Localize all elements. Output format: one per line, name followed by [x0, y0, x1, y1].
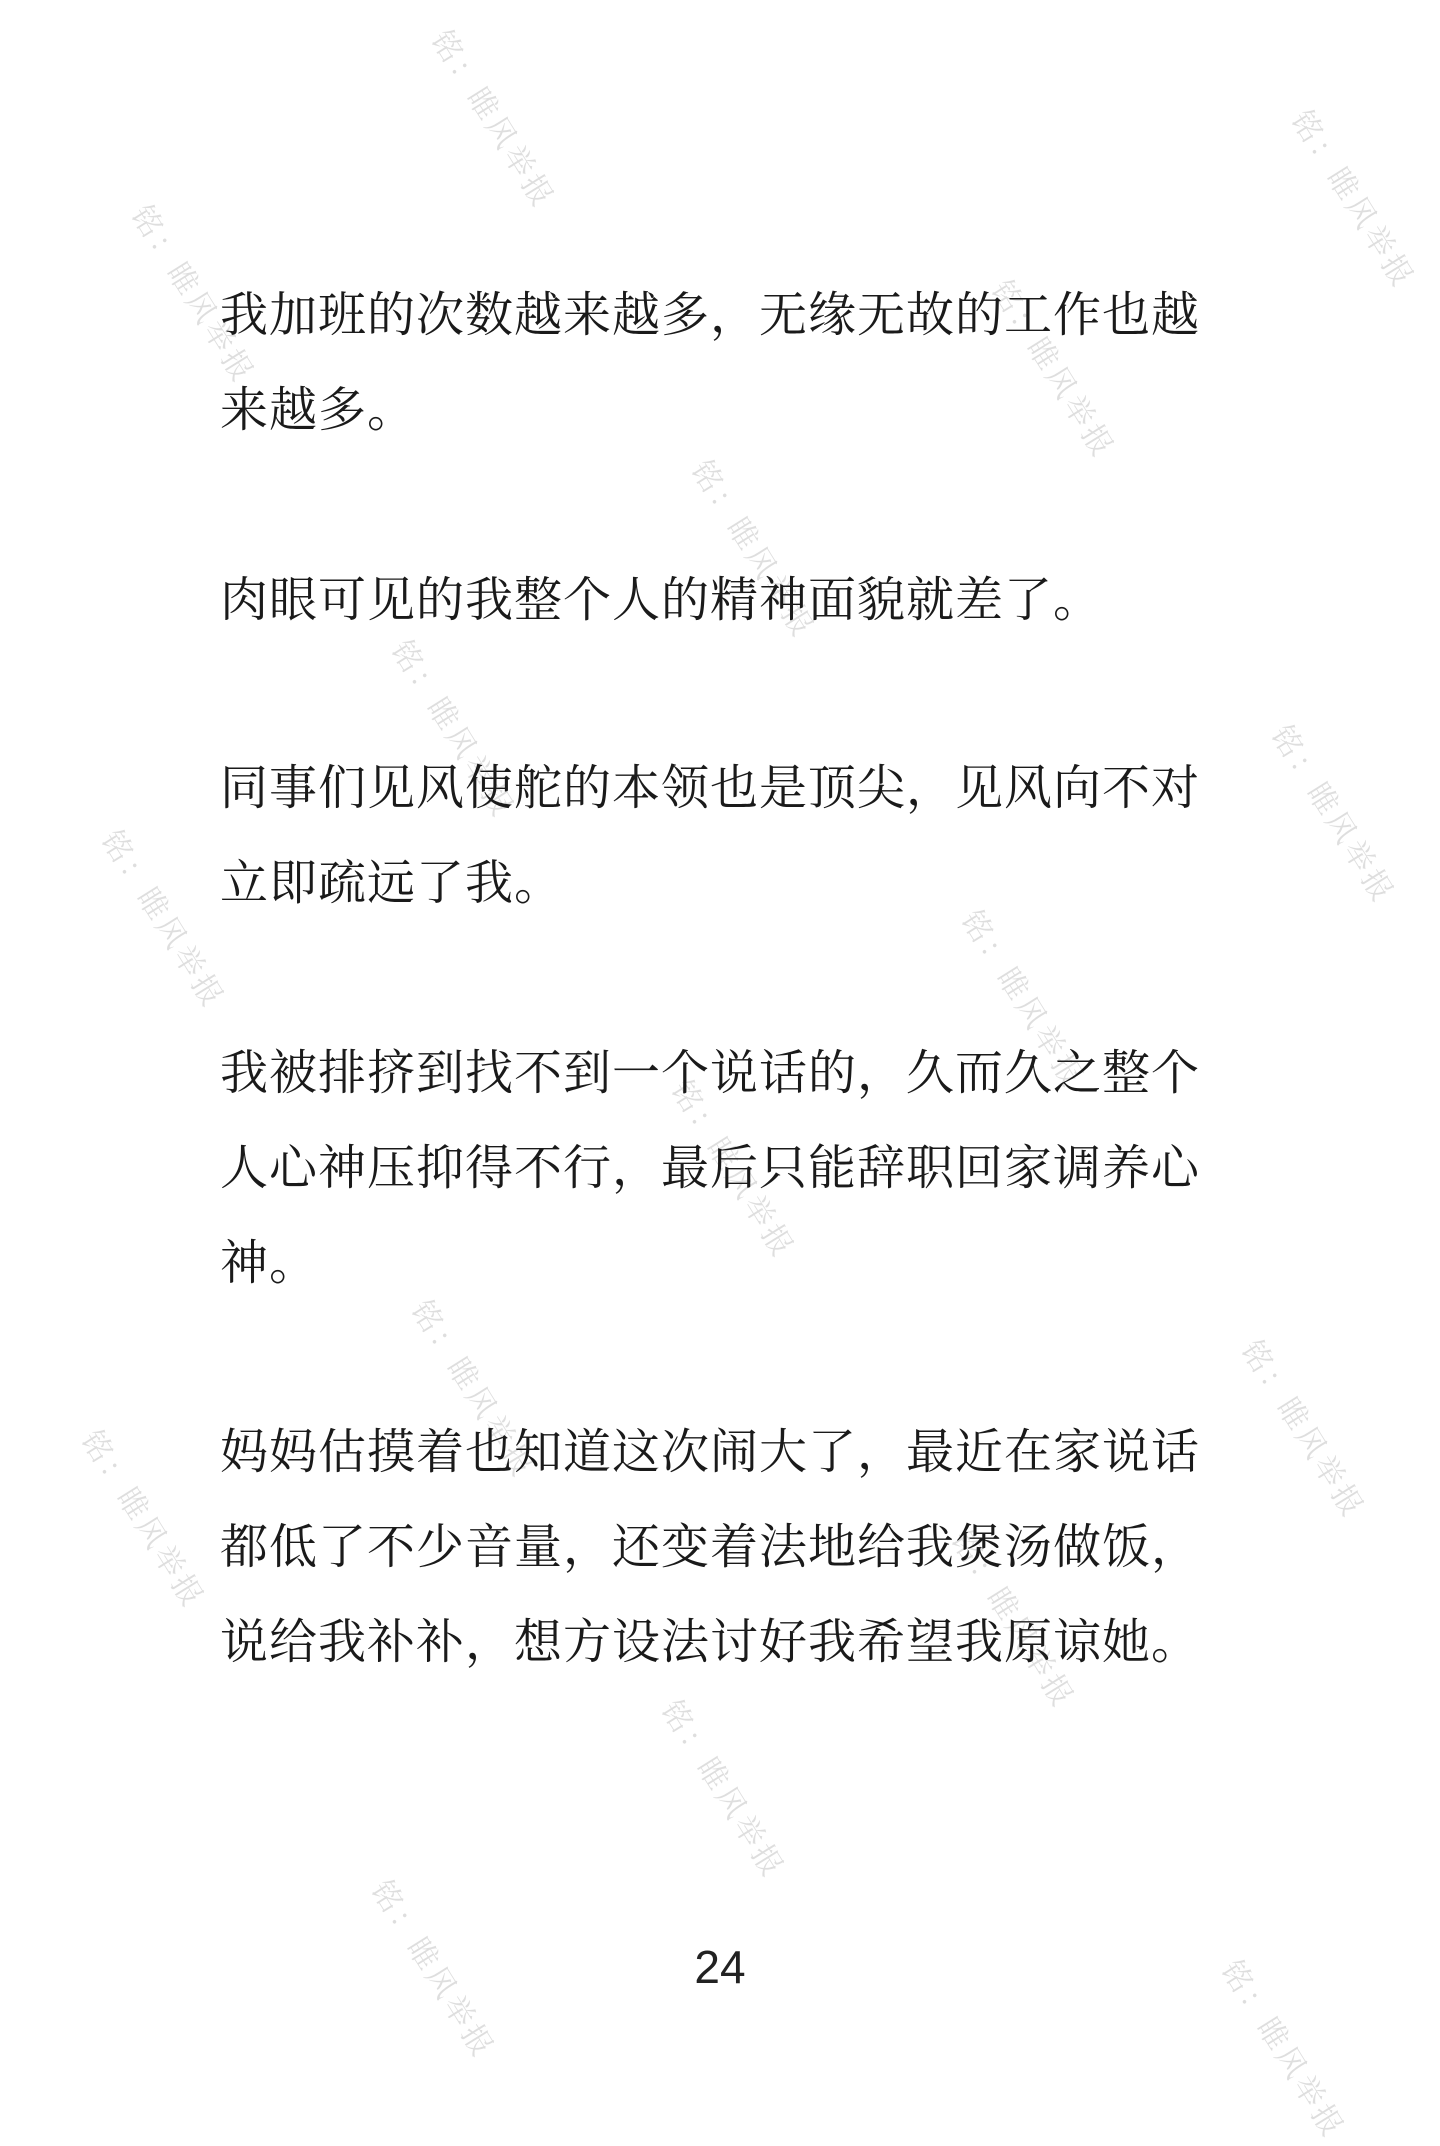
paragraph: 我加班的次数越来越多，无缘无故的工作也越来越多。 — [220, 287, 1201, 438]
watermark: 铭：睢风举报 — [663, 1074, 802, 1266]
watermark: 铭：睢风举报 — [983, 274, 1122, 466]
watermark: 铭：睢风举报 — [123, 199, 262, 391]
watermark: 铭：睢风举报 — [953, 904, 1092, 1096]
watermark: 铭：睢风举报 — [423, 24, 562, 216]
watermark: 铭：睢风举报 — [403, 1294, 542, 1486]
watermark: 铭：睢风举报 — [1233, 1334, 1372, 1526]
watermark: 铭：睢风举报 — [943, 1524, 1082, 1716]
watermark: 铭：睢风举报 — [1263, 719, 1402, 911]
page-number: 24 — [694, 1941, 746, 1993]
watermark: 铭：睢风举报 — [73, 1424, 212, 1616]
paragraph: 我被排挤到找不到一个说话的，久而久之整个人心神压抑得不行，最后只能辞职回家调养心神。 — [220, 1045, 1201, 1291]
watermark: 铭：睢风举报 — [683, 454, 822, 646]
watermark: 铭：睢风举报 — [1213, 1954, 1352, 2146]
watermark: 铭：睢风举报 — [1283, 104, 1422, 296]
watermark: 铭：睢风举报 — [93, 824, 232, 1016]
paragraph: 妈妈估摸着也知道这次闹大了，最近在家说话都低了不少音量，还变着法地给我煲汤做饭，说给我补补，想方设法讨好我希望我原谅她。 — [220, 1424, 1201, 1670]
paragraph: 肉眼可见的我整个人的精神面貌就差了。 — [220, 572, 1103, 628]
watermark: 铭：睢风举报 — [653, 1694, 792, 1886]
watermark: 铭：睢风举报 — [383, 634, 522, 826]
paragraph: 同事们见风使舵的本领也是顶尖，见风向不对立即疏远了我。 — [220, 760, 1201, 911]
watermark: 铭：睢风举报 — [363, 1874, 502, 2066]
